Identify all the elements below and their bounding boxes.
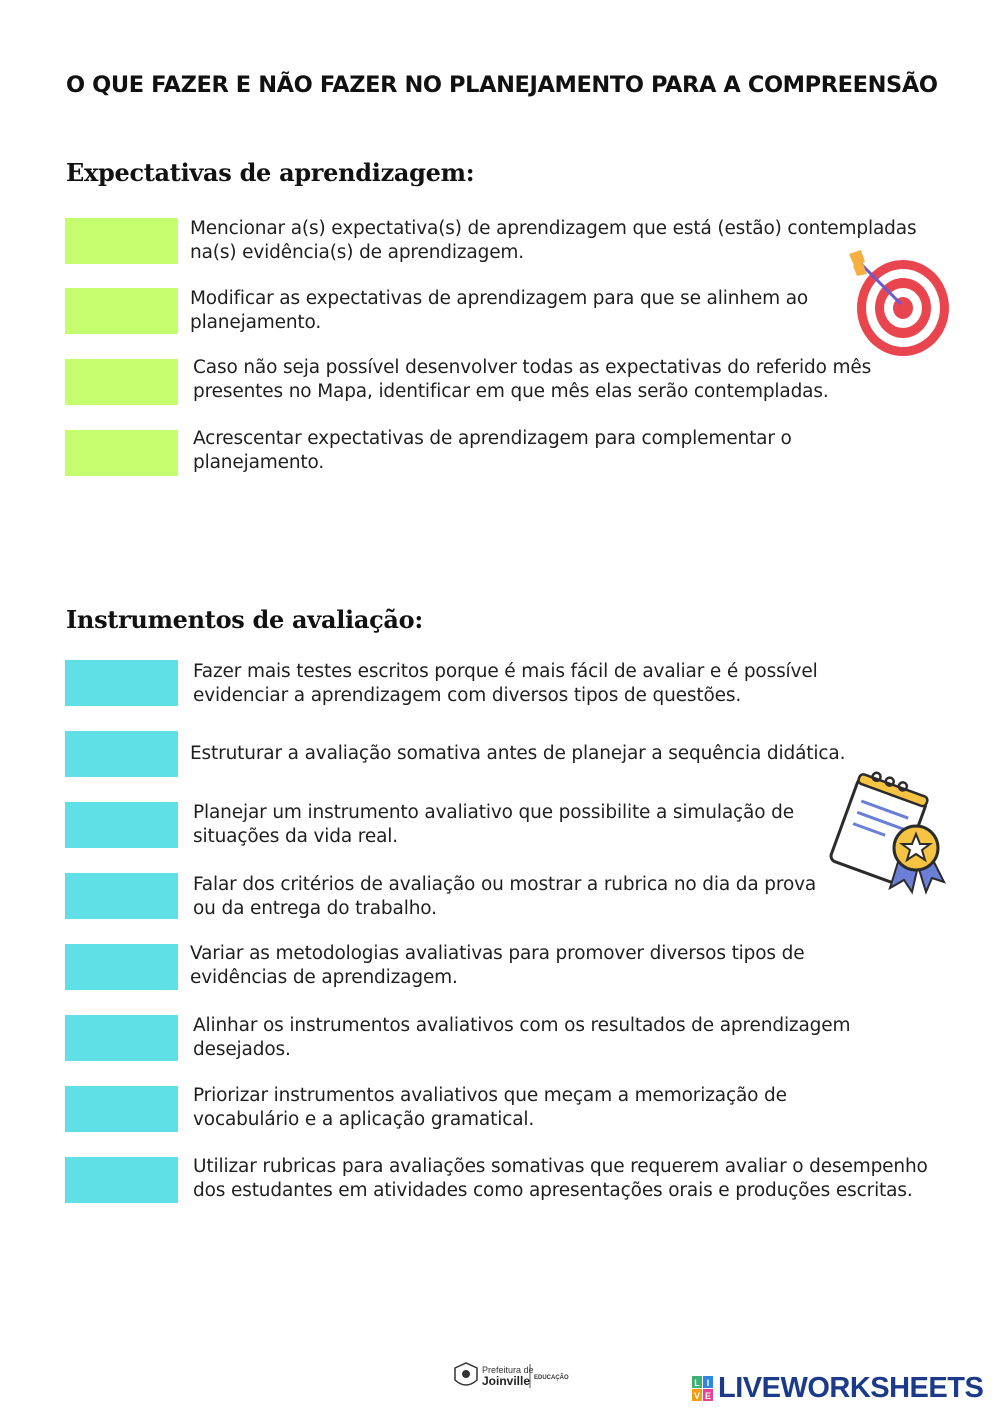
svg-text:E: E bbox=[704, 1391, 712, 1401]
item-text-inst-7: Priorizar instrumentos avaliativos que meçam a memorização de vocabulário e a aplicação gramatical. bbox=[193, 1085, 787, 1130]
item-text-inst-6: Alinhar os instrumentos avaliativos com os resultados de aprendizagem desejados. bbox=[193, 1015, 851, 1060]
drop-box-exp-3[interactable] bbox=[65, 359, 178, 405]
item-text-inst-8: Utilizar rubricas para avaliações somativas que requerem avaliar o desempenho dos estudantes em atividades como apresentações orais e produções escritas. bbox=[193, 1156, 928, 1201]
drop-box-inst-3[interactable] bbox=[65, 802, 178, 848]
item-text-exp-3: Caso não seja possível desenvolver todas as expectativas do referido mês presentes no Mapa, identificar em que mês elas serão contempladas. bbox=[193, 357, 872, 402]
svg-text:EDUCAÇÃO: EDUCAÇÃO bbox=[534, 1375, 569, 1381]
section-heading-expectativas: Expectativas de aprendizagem: bbox=[66, 158, 475, 187]
drop-box-inst-8[interactable] bbox=[65, 1157, 178, 1203]
item-text-inst-4: Falar dos critérios de avaliação ou mostrar a rubrica no dia da prova ou da entrega do trabalho. bbox=[193, 874, 817, 919]
item-text-inst-2: Estruturar a avaliação somativa antes de planejar a sequência didática. bbox=[190, 743, 846, 764]
drop-box-inst-1[interactable] bbox=[65, 660, 178, 706]
item-text-exp-2: Modificar as expectativas de aprendizagem para que se alinhem ao planejamento. bbox=[190, 288, 809, 333]
prefeitura-joinville-logo bbox=[452, 1360, 569, 1392]
svg-text:Prefeitura de: Prefeitura de bbox=[482, 1365, 534, 1375]
drop-box-exp-1[interactable] bbox=[65, 218, 178, 264]
item-text-inst-1: Fazer mais testes escritos porque é mais fácil de avaliar e é possível evidenciar a aprendizagem com diversos tipos de questões. bbox=[193, 661, 818, 706]
target-with-arrow-icon bbox=[845, 248, 955, 358]
drop-box-exp-2[interactable] bbox=[65, 288, 178, 334]
svg-text:Joinville: Joinville bbox=[482, 1374, 531, 1388]
liveworksheets-logo-icon bbox=[692, 1376, 714, 1402]
section-heading-instrumentos: Instrumentos de avaliação: bbox=[66, 605, 423, 634]
item-text-inst-5: Variar as metodologias avaliativas para promover diversos tipos de evidências de aprendizagem. bbox=[190, 943, 805, 988]
svg-text:V: V bbox=[693, 1391, 701, 1401]
drop-box-inst-7[interactable] bbox=[65, 1086, 178, 1132]
liveworksheets-wordmark: LIVEWORKSHEETS bbox=[718, 1372, 984, 1404]
drop-box-inst-2[interactable] bbox=[65, 731, 178, 777]
drop-box-inst-4[interactable] bbox=[65, 873, 178, 919]
svg-text:L: L bbox=[694, 1378, 700, 1388]
page-title: O QUE FAZER E NÃO FAZER NO PLANEJAMENTO PARA A COMPREENSÃO bbox=[66, 72, 938, 98]
drop-box-inst-5[interactable] bbox=[65, 944, 178, 990]
svg-text:I: I bbox=[706, 1378, 710, 1388]
certificate-award-icon bbox=[820, 770, 945, 895]
drop-box-inst-6[interactable] bbox=[65, 1015, 178, 1061]
liveworksheets-brand bbox=[692, 1372, 992, 1406]
item-text-exp-4: Acrescentar expectativas de aprendizagem para complementar o planejamento. bbox=[193, 428, 792, 473]
drop-box-exp-4[interactable] bbox=[65, 430, 178, 476]
item-text-exp-1: Mencionar a(s) expectativa(s) de aprendizagem que está (estão) contempladas na(s) evidência(s) de aprendizagem. bbox=[190, 218, 917, 263]
item-text-inst-3: Planejar um instrumento avaliativo que possibilite a simulação de situações da vida real. bbox=[193, 802, 794, 847]
